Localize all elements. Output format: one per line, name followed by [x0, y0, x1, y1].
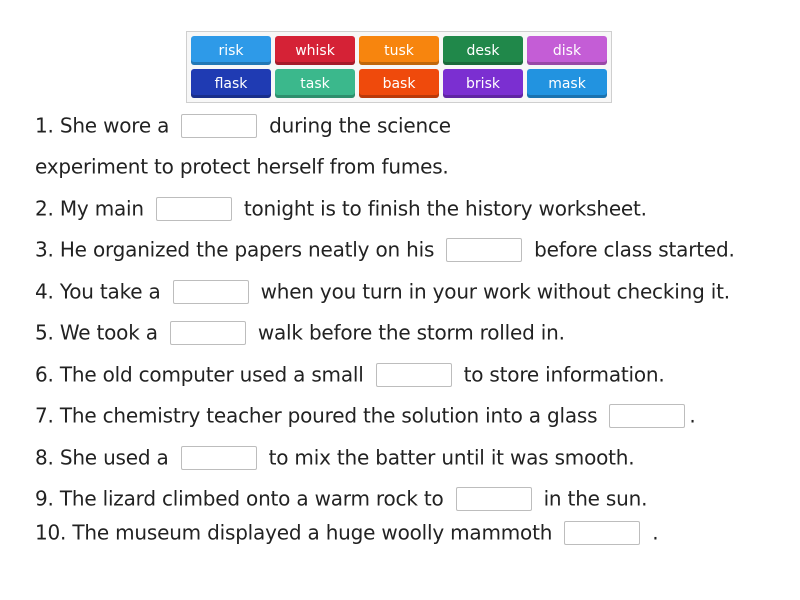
word-tile-task[interactable]: task	[275, 69, 355, 98]
sentence-text-before: 2. My main	[35, 196, 144, 221]
sentence-text-before: 10. The museum displayed a huge woolly mammoth	[35, 520, 553, 545]
sentence-1	[35, 112, 451, 138]
sentence-text-after: when you turn in your work without checking it.	[260, 279, 730, 304]
sentence-text-after: to store information.	[463, 362, 665, 387]
word-bank	[186, 31, 612, 103]
sentence-10	[35, 519, 658, 545]
word-tile-tusk[interactable]: tusk	[359, 36, 439, 65]
word-tile-mask[interactable]: mask	[527, 69, 607, 98]
answer-blank-9[interactable]	[456, 487, 532, 511]
sentence-text-after: to mix the batter until it was smooth.	[268, 445, 635, 470]
answer-blank-1[interactable]	[181, 114, 257, 138]
sentence-text-before: 3. He organized the papers neatly on his	[35, 237, 435, 262]
sentence-6	[35, 361, 665, 387]
sentence-text-after: in the sun.	[543, 486, 648, 511]
sentence-text-before: 6. The old computer used a small	[35, 362, 364, 387]
sentence-text-before: 7. The chemistry teacher poured the solution into a glass	[35, 403, 598, 428]
word-tile-bask[interactable]: bask	[359, 69, 439, 98]
sentence-1-continuation	[35, 153, 449, 179]
sentence-text-after: walk before the storm rolled in.	[257, 320, 565, 345]
answer-blank-8[interactable]	[181, 446, 257, 470]
word-tile-flask[interactable]: flask	[191, 69, 271, 98]
sentence-text-before: 4. You take a	[35, 279, 161, 304]
word-tile-desk[interactable]: desk	[443, 36, 523, 65]
sentence-text-after: before class started.	[534, 237, 735, 262]
sentence-text-before: 5. We took a	[35, 320, 158, 345]
sentence-9	[35, 485, 647, 511]
sentence-4	[35, 278, 730, 304]
sentence-text-before: 8. She used a	[35, 445, 169, 470]
sentence-2	[35, 195, 647, 221]
word-tile-whisk[interactable]: whisk	[275, 36, 355, 65]
sentence-5	[35, 319, 565, 345]
answer-blank-6[interactable]	[376, 363, 452, 387]
sentence-text-after: .	[689, 403, 696, 428]
sentence-text-before: 9. The lizard climbed onto a warm rock to	[35, 486, 444, 511]
word-tile-risk[interactable]: risk	[191, 36, 271, 65]
answer-blank-3[interactable]	[446, 238, 522, 262]
sentence-text-after: during the science	[269, 113, 451, 138]
sentence-3	[35, 236, 735, 262]
answer-blank-7[interactable]	[609, 404, 685, 428]
word-tile-brisk[interactable]: brisk	[443, 69, 523, 98]
sentence-text-after: .	[652, 520, 659, 545]
answer-blank-5[interactable]	[170, 321, 246, 345]
sentence-text: experiment to protect herself from fumes.	[35, 154, 449, 179]
answer-blank-10[interactable]	[564, 521, 640, 545]
sentence-text-before: 1. She wore a	[35, 113, 170, 138]
sentence-8	[35, 444, 634, 470]
word-tile-disk[interactable]: disk	[527, 36, 607, 65]
answer-blank-2[interactable]	[156, 197, 232, 221]
answer-blank-4[interactable]	[173, 280, 249, 304]
sentence-7	[35, 402, 696, 428]
sentence-text-after: tonight is to finish the history worksheet.	[243, 196, 647, 221]
